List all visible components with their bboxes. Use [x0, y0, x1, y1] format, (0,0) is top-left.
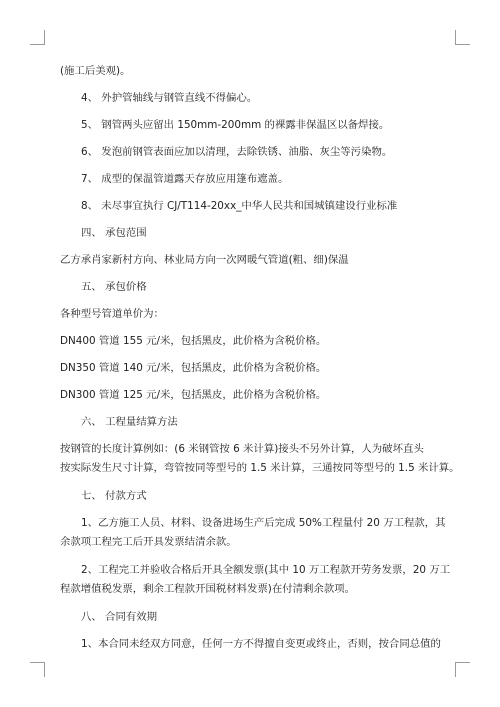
price-line-dn350: DN350 管道 140 元/米，包括黑皮，此价格为含税价格。	[60, 362, 327, 374]
section-heading-scope: 四、 承包范围	[81, 227, 147, 239]
list-item-8: 8、 未尽事宜执行 CJ/T114-20xx_中华人民共和国城镇建设行业标准	[81, 200, 398, 212]
crop-mark-bottom-right	[455, 662, 470, 677]
document-page	[60, 64, 460, 652]
paragraph-line: 1、乙方施工人员、材料、设备进场生产后完成 50%工程量付 20 万工程款，其	[81, 517, 446, 529]
crop-mark-top-right	[455, 30, 470, 45]
paragraph-line: 2、工程完工并验收合格后开具全额发票(其中 10 万工程款开劳务发票，20 万工	[81, 564, 451, 576]
list-item-5: 5、 钢管两头应留出 150mm-200mm 的裸露非保温区以备焊接。	[81, 119, 390, 131]
paragraph-line: 余款项工程完工后开具发票结清余款。	[60, 536, 237, 548]
list-item-4: 4、 外护管轴线与钢管直线不得偏心。	[81, 92, 258, 104]
paragraph-line: (施工后美观)。	[60, 65, 131, 77]
paragraph-line: 按钢管的长度计算例如：(6 米钢管按 6 米计算)接头不另外计算，人为破坏直头	[60, 443, 424, 455]
price-line-dn300: DN300 管道 125 元/米，包括黑皮，此价格为含税价格。	[60, 389, 327, 401]
paragraph-line: 乙方承肖家新村方向、林业局方向一次网暖气管道(粗、细)保温	[60, 254, 349, 266]
section-heading-settlement: 六、 工程量结算方法	[81, 416, 178, 428]
section-heading-payment: 七、 付款方式	[81, 490, 147, 502]
paragraph-line: 1、本合同未经双方同意，任何一方不得擅自变更或终止，否则，按合同总值的	[81, 638, 441, 650]
crop-mark-bottom-left	[30, 662, 45, 677]
paragraph-line: 程款增值税发票，剩余工程款开国税材料发票)在付清剩余款项。	[60, 583, 355, 595]
price-line-dn400: DN400 管道 155 元/米，包括黑皮，此价格为含税价格。	[60, 335, 327, 347]
paragraph-line: 各种型号管道单价为：	[60, 308, 164, 320]
crop-mark-top-left	[30, 30, 45, 45]
list-item-6: 6、 发泡前钢管表面应加以清理，去除铁锈、油脂、灰尘等污染物。	[81, 146, 393, 158]
section-heading-price: 五、 承包价格	[81, 281, 147, 293]
section-heading-validity: 八、 合同有效期	[81, 611, 158, 623]
paragraph-line: 按实际发生尺寸计算，弯管按同等型号的 1.5 米计算，三通按同等型号的 1.5 米计算。	[60, 462, 460, 474]
list-item-7: 7、 成型的保温管道露天存放应用篷布遮盖。	[81, 173, 289, 185]
